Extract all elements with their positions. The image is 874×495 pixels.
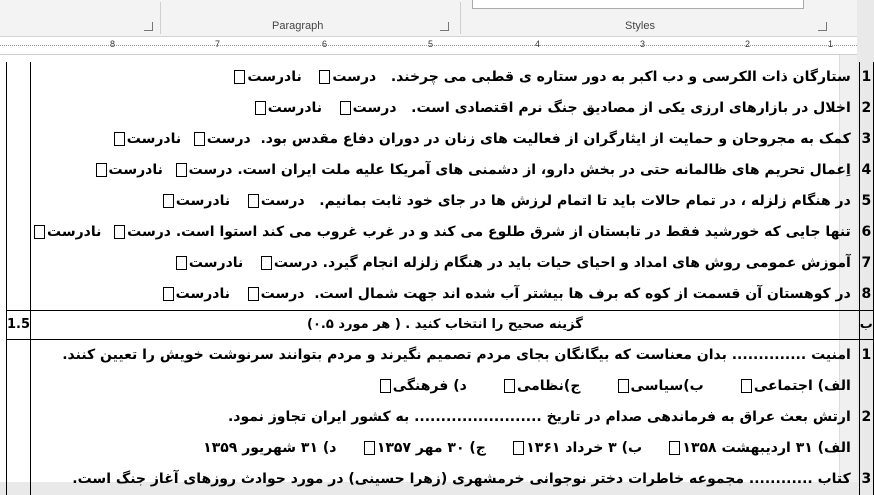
ruler-mark: 6 — [322, 39, 327, 49]
false-checkbox[interactable] — [163, 287, 174, 301]
false-option-label: نادرست — [176, 193, 230, 209]
option-checkbox[interactable] — [364, 441, 375, 455]
true-option-label: درست — [189, 162, 233, 178]
false-option-label: نادرست — [189, 255, 243, 271]
option-label: الف) ۳۱ اردیبهشت ۱۳۵۸ — [682, 440, 850, 456]
false-checkbox[interactable] — [163, 194, 174, 208]
option-label: ج)نظامی — [517, 378, 580, 394]
ruler-mark: 7 — [215, 39, 220, 49]
true-checkbox[interactable] — [248, 287, 259, 301]
true-false-section — [7, 62, 874, 311]
true-false-item — [31, 217, 859, 248]
options-row — [31, 371, 859, 402]
true-option-label: درست — [274, 255, 318, 271]
false-option-label: نادرست — [109, 162, 163, 178]
ruler-mark: 5 — [428, 39, 433, 49]
ruler-mark: 2 — [745, 39, 750, 49]
true-checkbox[interactable] — [176, 163, 187, 177]
ribbon — [0, 0, 857, 37]
true-checkbox[interactable] — [114, 225, 125, 239]
option-checkbox[interactable] — [504, 379, 515, 393]
font-dialog-launcher-icon[interactable] — [144, 22, 153, 31]
ribbon-separator — [160, 2, 161, 34]
styles-group-label: Styles — [625, 20, 655, 32]
false-checkbox[interactable] — [255, 101, 266, 115]
question-number: 6 — [860, 217, 873, 248]
question-numbers-column — [859, 340, 873, 495]
question-text: ارتش بعث عراق به فرماندهی صدام در تاریخ ........................ به کشور ایران تجاوز نمود. — [31, 402, 859, 433]
question-number: 1 — [860, 62, 873, 93]
question-text: ستارگان ذات الکرسی و دب اکبر به دور ستاره ی قطبی می چرخند. — [391, 69, 851, 85]
true-option-label: درست — [353, 100, 397, 116]
question-text: اِعمال تحریم های ظالمانه حتی در بخش دارو، از دشمنی های آمریکا علیه ملت ایران است. — [237, 162, 850, 178]
question-number: 2 — [860, 93, 873, 124]
multiple-choice-section — [7, 340, 874, 495]
options-row — [31, 433, 859, 464]
horizontal-ruler[interactable] — [0, 37, 857, 55]
question-text: اخلال در بازارهای ارزی یکی از مصادیق جنگ نرم اقتصادی است. — [411, 100, 851, 116]
true-option-label: درست — [127, 224, 171, 240]
ribbon-separator — [460, 2, 461, 34]
true-checkbox[interactable] — [340, 101, 351, 115]
question-number: 8 — [860, 279, 873, 310]
true-checkbox[interactable] — [248, 194, 259, 208]
option-checkbox[interactable] — [380, 379, 391, 393]
option-label: د) ۳۱ شهریور ۱۳۵۹ — [203, 440, 336, 456]
section-header-row — [7, 311, 874, 340]
false-checkbox[interactable] — [234, 70, 245, 84]
false-option-label: نادرست — [268, 100, 322, 116]
true-false-item — [31, 155, 859, 186]
question-numbers-column — [859, 62, 873, 311]
score-column — [7, 62, 31, 311]
false-checkbox[interactable] — [96, 163, 107, 177]
true-false-questions — [31, 62, 860, 311]
option-label: د) فرهنگی — [393, 378, 467, 394]
styles-dialog-launcher-icon[interactable] — [818, 22, 827, 31]
question-text: تنها جایی که خورشید فقط در تابستان از شرق طلوع می کند و در غرب غروب می کند استوا است. — [176, 224, 851, 240]
true-checkbox[interactable] — [319, 70, 330, 84]
option-checkbox[interactable] — [513, 441, 524, 455]
true-false-item — [31, 93, 859, 124]
option-label: ب) ۳ خرداد ۱۳۶۱ — [526, 440, 642, 456]
true-false-item — [31, 124, 859, 155]
question-table — [6, 62, 874, 495]
question-text: کمک به مجروحان و حمایت از ایثارگران از فعالیت های زنان در دوران دفاع مقدس بود. — [260, 131, 850, 147]
option-label: ب)سیاسی — [631, 378, 704, 394]
question-number: 5 — [860, 186, 873, 217]
option-checkbox[interactable] — [741, 379, 752, 393]
false-checkbox[interactable] — [176, 256, 187, 270]
question-number: 1 — [860, 340, 873, 371]
true-option-label: درست — [261, 286, 305, 302]
true-false-item — [31, 186, 859, 217]
true-false-item — [31, 248, 859, 279]
question-text: امنیت .............. بدان معناست که بیگانگان بجای مردم تصمیم نگیرند و مردم بتوانند سرنوشت خویش را تعیین کنند. — [31, 340, 859, 371]
question-text: آموزش عمومی روش های امداد و احیای حیات باید در هنگام زلزله انجام گیرد. — [323, 255, 851, 271]
false-checkbox[interactable] — [114, 132, 125, 146]
true-option-label: درست — [207, 131, 251, 147]
question-number: 3 — [860, 124, 873, 155]
question-number: 4 — [860, 155, 873, 186]
question-text: در کوهستان آن قسمت از کوه که برف ها بیشتر آب شده اند جهت شمال است. — [314, 286, 851, 302]
true-false-item — [31, 279, 859, 310]
question-number: 3 — [860, 464, 873, 495]
true-false-item — [31, 62, 859, 93]
true-option-label: درست — [332, 69, 376, 85]
option-label: ج) ۳۰ مهر ۱۳۵۷ — [377, 440, 486, 456]
ruler-mark: 1 — [828, 39, 833, 49]
section-instruction: گزینه صحیح را انتخاب کنید . ( هر مورد ۰.۵) — [31, 311, 860, 340]
section-score: 1.5 — [7, 311, 31, 340]
false-option-label: نادرست — [127, 131, 181, 147]
option-checkbox[interactable] — [618, 379, 629, 393]
multiple-choice-questions — [31, 340, 860, 495]
true-checkbox[interactable] — [261, 256, 272, 270]
section-label: ب — [859, 311, 873, 340]
score-column — [7, 340, 31, 495]
ruler-mark: 3 — [640, 39, 645, 49]
paragraph-group-label: Paragraph — [272, 20, 323, 32]
question-number: 2 — [860, 402, 873, 433]
ruler-mark: 8 — [110, 39, 115, 49]
true-checkbox[interactable] — [194, 132, 205, 146]
option-label: الف) اجتماعی — [754, 378, 851, 394]
option-checkbox[interactable] — [669, 441, 680, 455]
false-option-label: نادرست — [247, 69, 301, 85]
question-text: در هنگام زلزله ، در تمام حالات باید تا اتمام لرزش ها در جای خود ثابت بمانیم. — [319, 193, 851, 209]
false-checkbox[interactable] — [34, 225, 45, 239]
styles-gallery[interactable] — [472, 0, 804, 9]
question-number: 7 — [860, 248, 873, 279]
true-option-label: درست — [261, 193, 305, 209]
question-text: کتاب ............ مجموعه خاطرات دختر نوجوانی خرمشهری (زهرا حسینی) در مورد حوادث روزهای آغاز جنگ است. — [31, 464, 859, 495]
false-option-label: نادرست — [47, 224, 101, 240]
ruler-mark: 4 — [535, 39, 540, 49]
false-option-label: نادرست — [176, 286, 230, 302]
paragraph-dialog-launcher-icon[interactable] — [440, 22, 449, 31]
